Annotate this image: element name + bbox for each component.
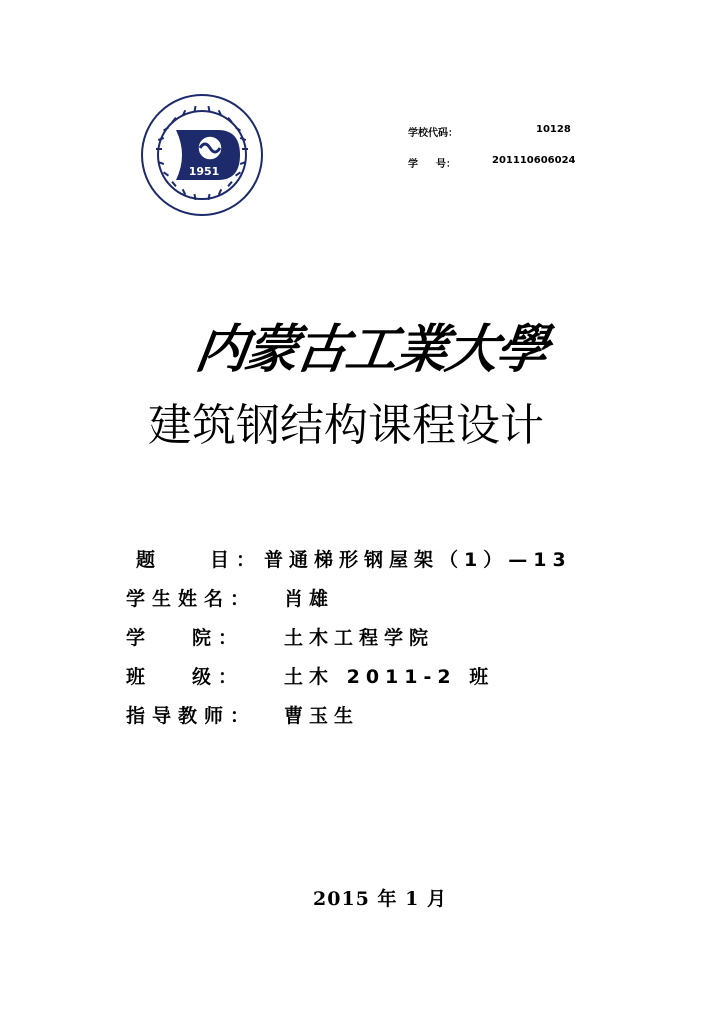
advisor-label: 指导教师： <box>126 705 257 727</box>
student-id-row <box>408 155 608 173</box>
college-label-a: 学 <box>126 627 153 649</box>
topic-row <box>126 544 606 583</box>
seal-year: 1951 <box>188 165 220 178</box>
student-id-label-a: 学 <box>408 159 418 170</box>
topic-label-a: 题 <box>136 549 163 571</box>
info-block <box>126 544 606 739</box>
advisor-value: 曹玉生 <box>284 705 360 727</box>
student-name-label: 学生姓名： <box>126 588 257 610</box>
class-label-a: 班 <box>126 666 153 688</box>
school-code-row <box>408 124 608 142</box>
student-name-value: 肖雄 <box>284 588 335 610</box>
submission-date: 2015 年 1 月 <box>313 888 447 910</box>
topic-value: 普通梯形钢屋架（1）—13 <box>264 549 572 571</box>
class-value: 土木 2011-2 班 <box>284 666 495 688</box>
document-title: 建筑钢结构课程设计 <box>148 400 544 451</box>
school-code-value: 10128 <box>536 124 571 135</box>
university-seal <box>136 92 268 218</box>
school-meta <box>408 124 608 186</box>
college-row <box>126 622 606 661</box>
advisor-row <box>126 700 606 739</box>
student-name-row <box>126 583 606 622</box>
student-id-value: 201110606024 <box>492 155 576 166</box>
school-code-label: 学校代码： <box>408 128 458 139</box>
college-value: 土木工程学院 <box>284 627 435 649</box>
topic-label-b: 目： <box>210 549 263 571</box>
student-id-label-b: 号： <box>436 159 456 170</box>
class-row <box>126 661 606 700</box>
university-name: 内蒙古工業大學 <box>191 319 551 380</box>
college-label-b: 院： <box>192 627 245 649</box>
class-label-b: 级： <box>192 666 245 688</box>
